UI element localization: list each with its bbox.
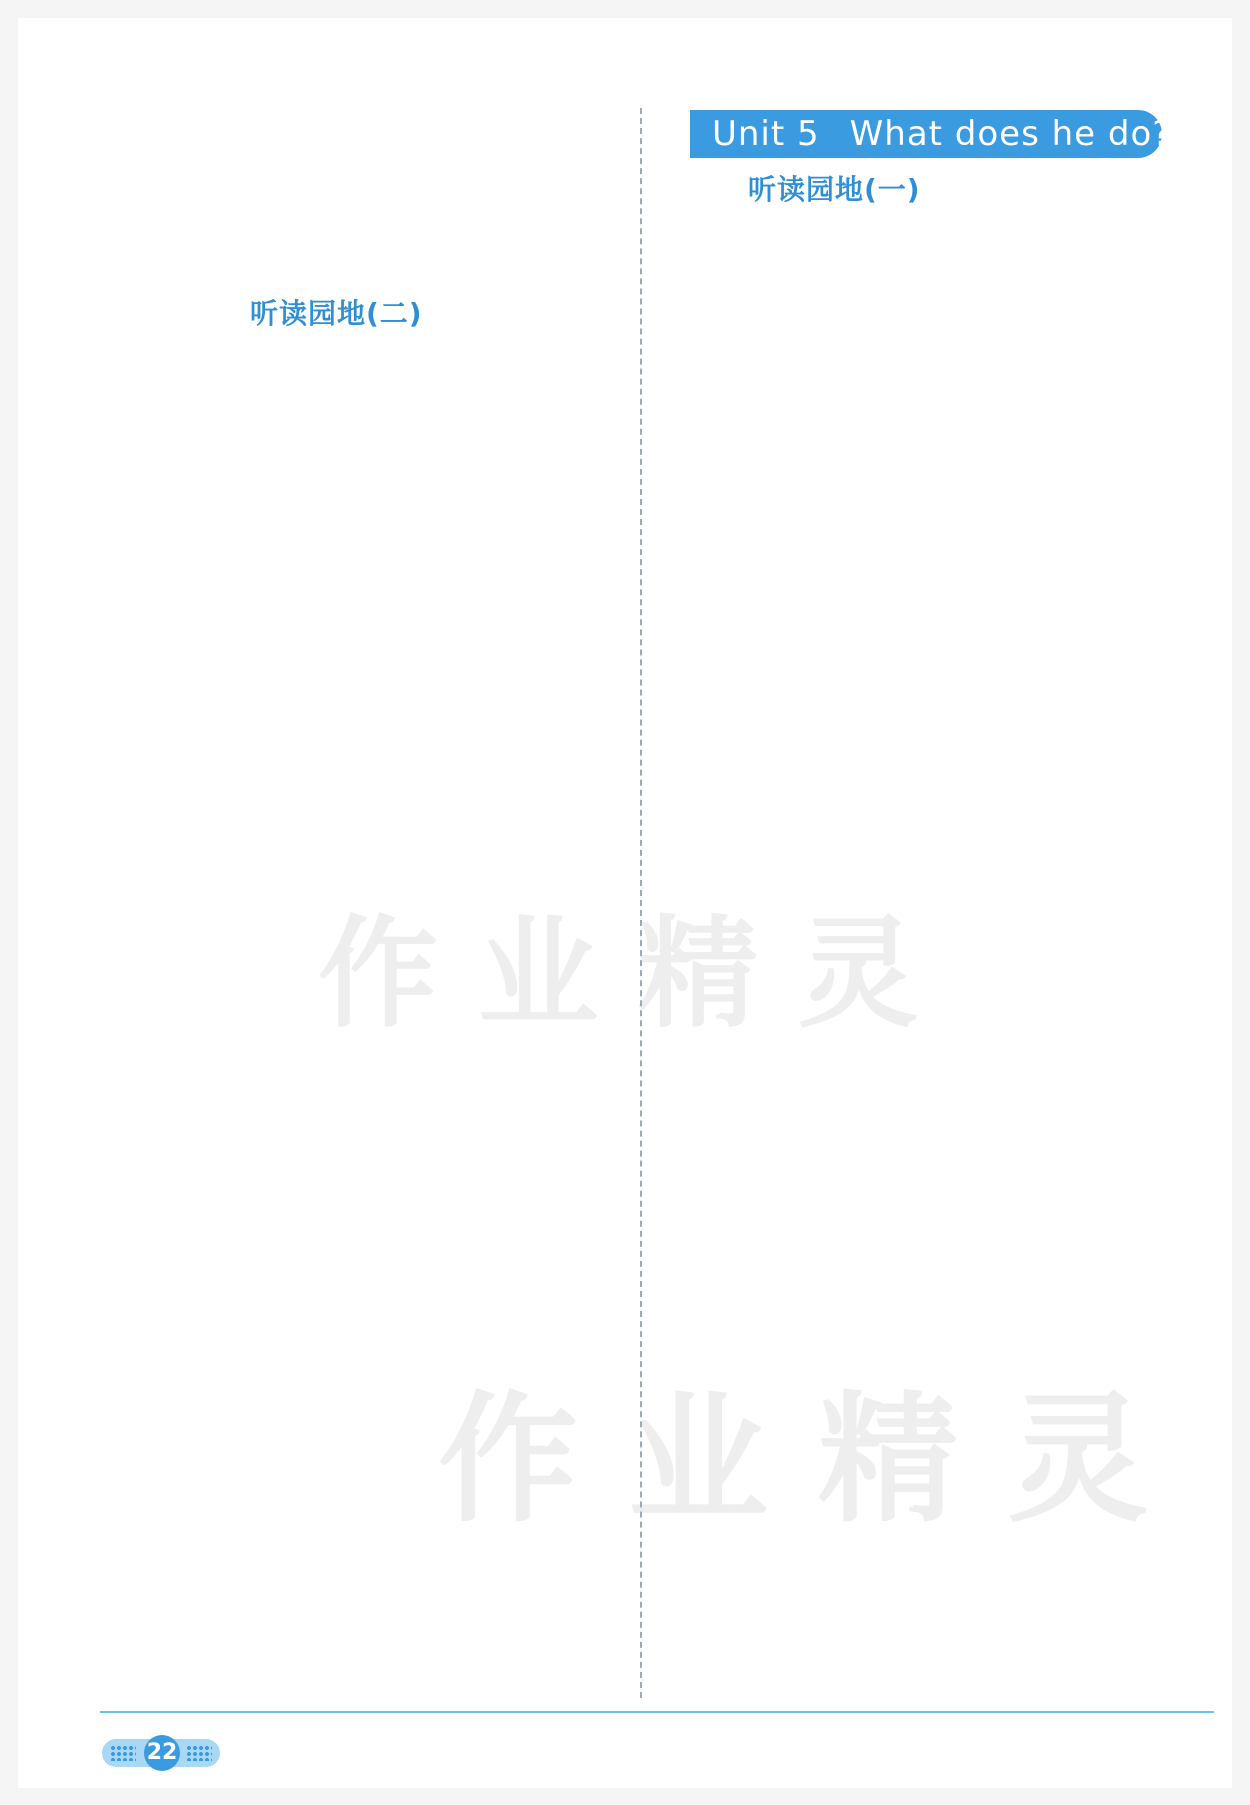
dots-decoration [110, 1745, 136, 1761]
section-title: 听读园地(一) [748, 173, 921, 206]
unit-banner [690, 110, 1172, 158]
dots-decoration [186, 1745, 212, 1761]
page-number: 22 [144, 1735, 180, 1771]
answer-page [18, 18, 1232, 1788]
footer-rule [100, 1711, 1214, 1713]
section-title: 听读园地(二) [250, 297, 423, 330]
unit-title: What does he do? [849, 114, 1172, 154]
unit-label: Unit 5 [712, 114, 820, 154]
page-badge [102, 1739, 220, 1767]
watermark: 作业精灵 [318, 905, 958, 1044]
column-divider [640, 108, 642, 1698]
watermark: 作业精灵 [438, 1379, 1199, 1542]
